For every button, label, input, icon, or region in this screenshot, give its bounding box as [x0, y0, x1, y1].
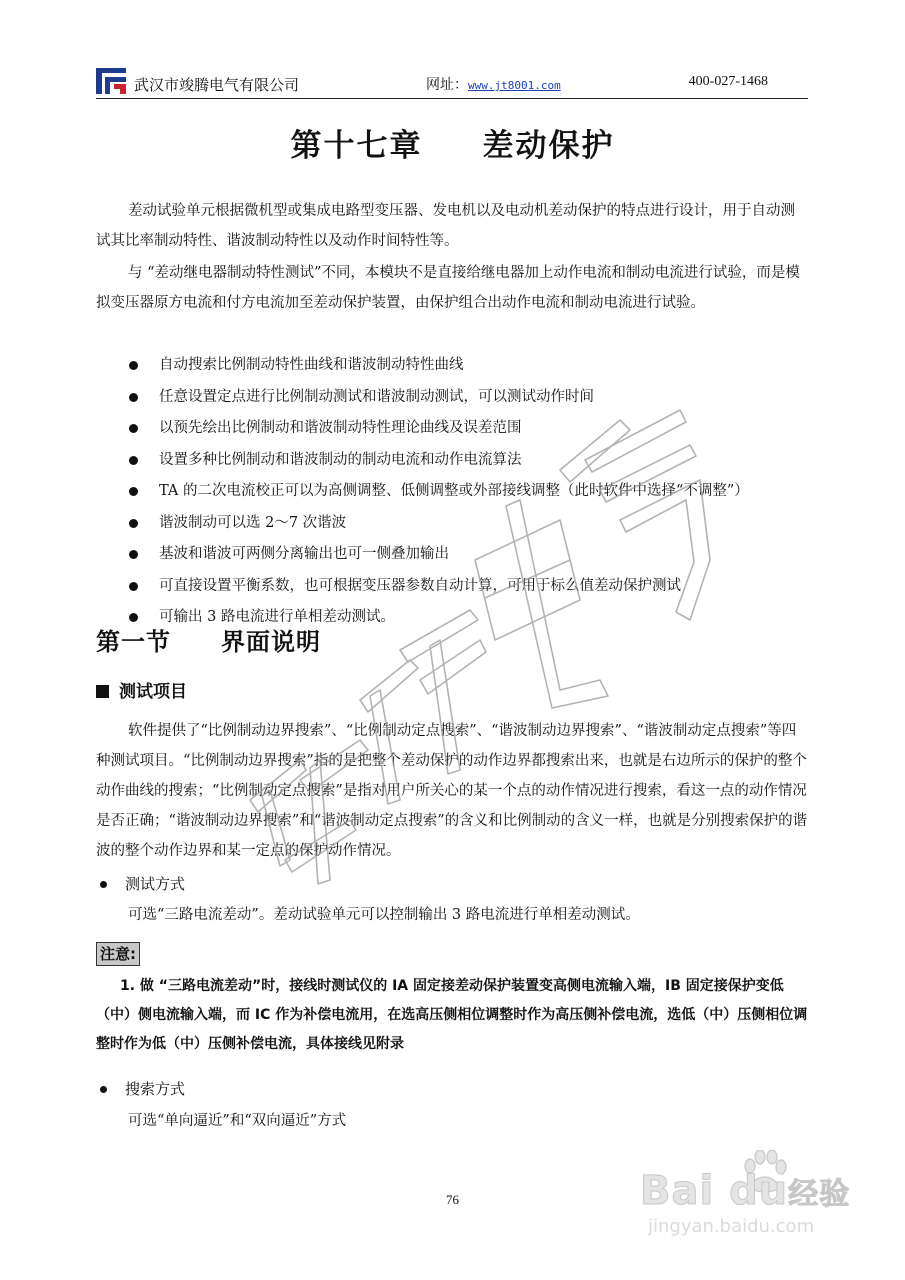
bullet-icon	[129, 361, 138, 370]
test-items-heading: 测试项目	[96, 677, 187, 702]
chapter-title	[0, 120, 905, 165]
bullet-icon	[100, 1086, 107, 1093]
company-name: 武汉市竣腾电气有限公司	[134, 78, 300, 94]
feature-list	[96, 350, 836, 634]
note-text: 1. 做 “三路电流差动”时，接线时测试仪的 IA 固定接差动保护装置变高侧电流输入端，IB 固定接保护变低（中）侧电流输入端，而 IC 作为补偿电流用，在选高压侧相位调整时作为高压侧补偿电流，选低（中）压侧相位调整时作为低（中）压侧补偿电流，具体接线见附录	[96, 978, 808, 1052]
website-link[interactable]: www.jt8001.com	[468, 79, 561, 92]
baidu-watermark	[640, 1150, 870, 1250]
feature-item: 自动搜索比例制动特性曲线和谐波制动特性曲线	[96, 350, 836, 382]
page-header	[96, 64, 808, 99]
chapter-number: 第十七章	[290, 128, 423, 164]
intro-paragraph-2: 与 “差动继电器制动特性测试”不同，本模块不是直接给继电器加上动作电流和制动电流进行试验，而是模拟变压器原方电流和付方电流加至差动保护装置，由保护组合出动作电流和制动电流进行试验。	[96, 265, 800, 311]
website	[426, 74, 561, 94]
bullet-icon	[129, 487, 138, 496]
section-title	[96, 622, 321, 657]
intro-paragraph-1: 差动试验单元根据微机型或集成电路型变压器、发电机以及电动机差动保护的特点进行设计，用于自动测试其比率制动特性、谐波制动特性以及动作时间特性等。	[96, 203, 795, 249]
section-name: 界面说明	[221, 628, 321, 656]
feature-item: 可直接设置平衡系数，也可根据变压器参数自动计算，可用于标么值差动保护测试	[96, 571, 836, 603]
bullet-icon	[129, 582, 138, 591]
feature-item: 以预先绘出比例制动和谐波制动特性理论曲线及误差范围	[96, 413, 836, 445]
feature-item: TA 的二次电流校正可以为高侧调整、低侧调整或外部接线调整（此时软件中选择“不调整”）	[96, 476, 836, 508]
website-label: 网址：	[426, 77, 468, 93]
square-bullet-icon	[96, 685, 109, 698]
feature-item: 谐波制动可以选 2～7 次谐波	[96, 508, 836, 540]
bullet-icon	[129, 550, 138, 559]
bullet-icon	[129, 393, 138, 402]
feature-item: 设置多种比例制动和谐波制动的制动电流和动作电流算法	[96, 445, 836, 477]
bullet-icon	[129, 613, 138, 622]
note-label: 注意:	[96, 942, 140, 966]
bullet-icon	[100, 881, 107, 888]
search-mode-paragraph: 可选“单向逼近”和“双向逼近”方式	[128, 1113, 347, 1129]
section-number: 第一节	[96, 628, 171, 656]
baidu-url: jingyan.baidu.com	[648, 1216, 815, 1237]
feature-item: 可输出 3 路电流进行单相差动测试。	[96, 602, 836, 634]
search-mode-heading: 搜索方式	[96, 1078, 185, 1099]
test-mode-paragraph: 可选“三路电流差动”。差动试验单元可以控制输出 3 路电流进行单相差动测试。	[128, 907, 640, 923]
page-number: 76	[446, 1192, 459, 1207]
company-logo-icon	[96, 68, 126, 94]
test-items-paragraph: 软件提供了“比例制动边界搜索”、“比例制动定点搜索”、“谐波制动边界搜索”、“谐波制动定点搜索”等四种测试项目。“比例制动边界搜索”指的是把整个差动保护的动作边界都搜索出来，也就是右边所示的保护的整个动作曲线的搜索；“比例制动定点搜索”是指对用户所关心的某一个点的动作情况进行搜索，看这一点的动作情况是否正确；“谐波制动边界搜索”和“谐波制动定点搜索”的含义和比例制动的含义一样，也就是分别搜索保护的谐波的整个动作边界和某一定点的保护动作情况。	[96, 723, 808, 859]
feature-item: 任意设置定点进行比例制动测试和谐波制动测试，可以测试动作时间	[96, 382, 836, 414]
baidu-logo: Bai du经验	[640, 1168, 851, 1214]
bullet-icon	[129, 456, 138, 465]
bullet-icon	[129, 519, 138, 528]
test-mode-heading: 测试方式	[96, 873, 185, 894]
chapter-name: 差动保护	[482, 128, 615, 164]
phone-number: 400-027-1468	[688, 74, 768, 89]
feature-item: 基波和谐波可两侧分离输出也可一侧叠加输出	[96, 539, 836, 571]
bullet-icon	[129, 424, 138, 433]
